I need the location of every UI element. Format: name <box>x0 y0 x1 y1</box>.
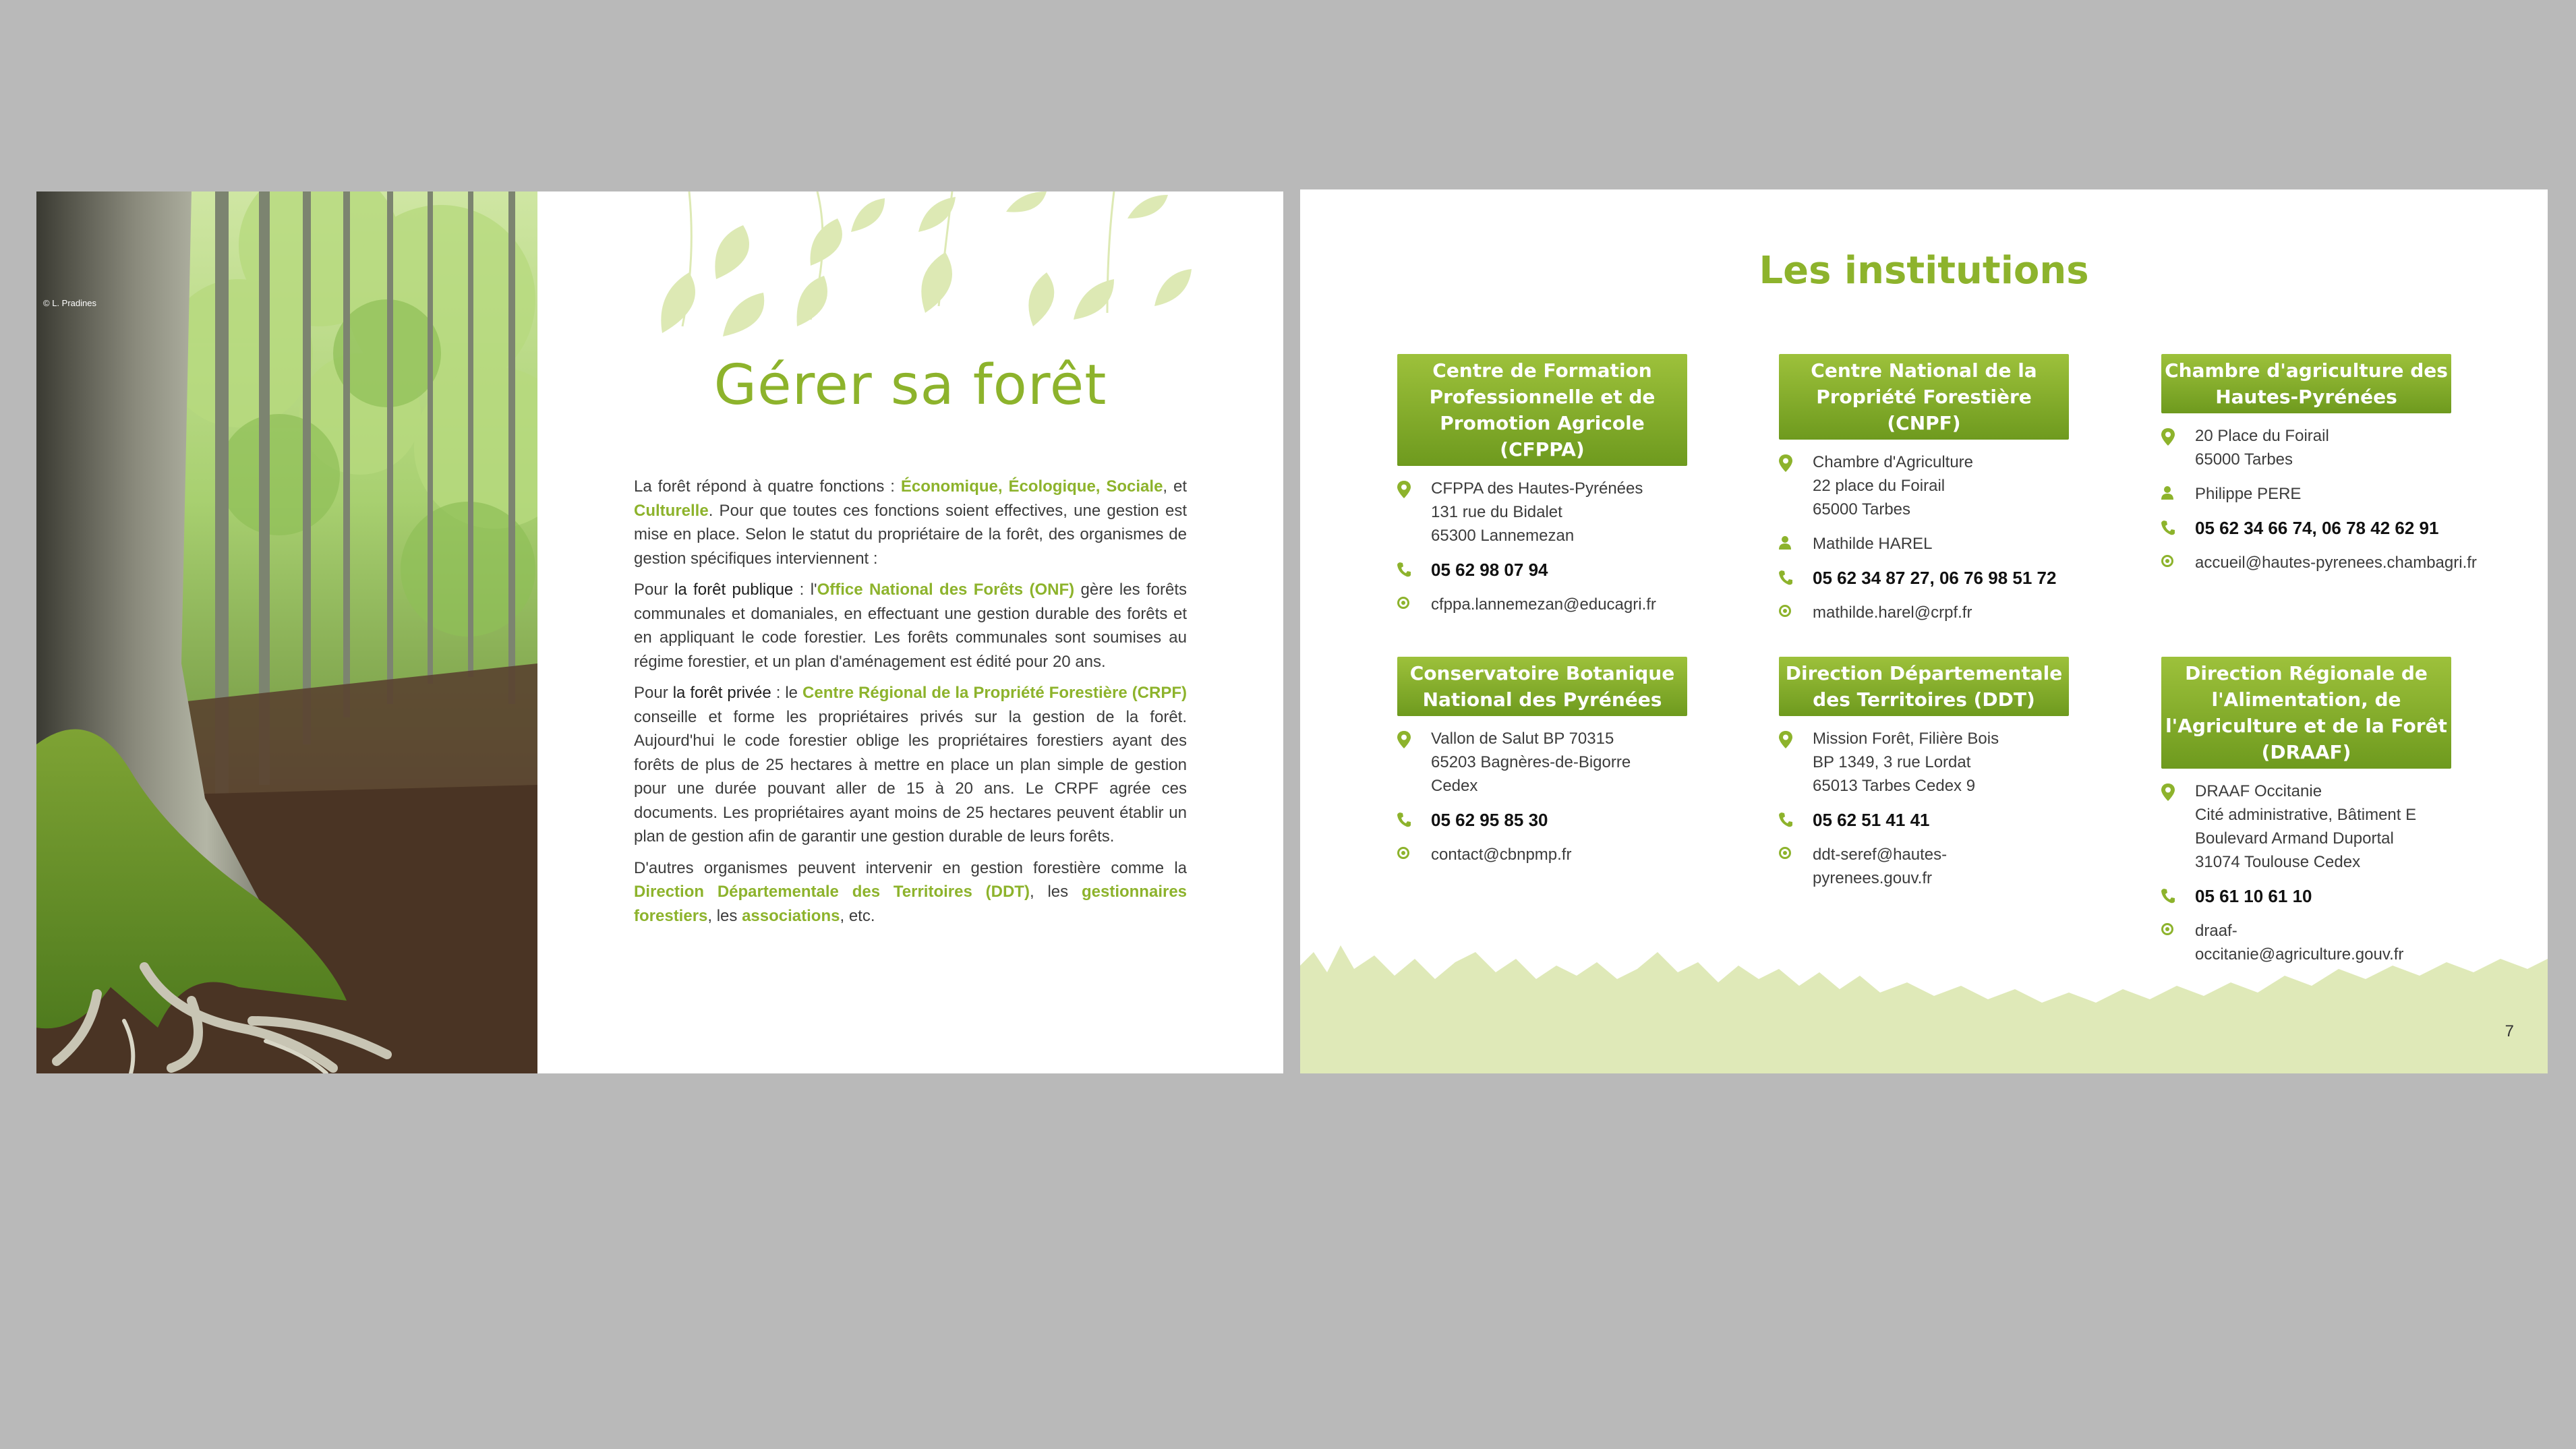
highlight: Office National des Forêts (ONF) <box>817 581 1075 599</box>
phone-number: 05 61 10 61 10 <box>2195 886 2312 906</box>
highlight: Direction Départementale des Territoires (DDT) <box>634 883 1030 901</box>
address: 20 Place du Foirail 65000 Tarbes <box>2195 427 2329 469</box>
page-title: Gérer sa forêt <box>713 353 1107 417</box>
email[interactable]: draaf- occitanie@agriculture.gouv.fr <box>2195 922 2404 964</box>
address: CFPPA des Hautes-Pyrénées 131 rue du Bidalet 65300 Lannemezan <box>1431 479 1643 545</box>
email[interactable]: mathilde.harel@crpf.fr <box>1813 603 1972 622</box>
body-text <box>634 475 1187 935</box>
highlight: gestionnaires forestiers <box>634 883 1188 925</box>
email[interactable]: ddt-seref@hautes- pyrenees.gouv.fr <box>1813 846 1948 887</box>
phone-icon <box>1779 812 1792 827</box>
text: . Pour que toutes ces fonctions soient effectives, une gestion est mise en place. Selon le statut du propriétaire de la forêt, des organismes de gestion spécifiques interviennent : <box>634 501 1187 568</box>
phone-icon <box>2161 521 2175 535</box>
phone-number: 05 62 34 66 74, 06 78 42 62 91 <box>2195 518 2439 538</box>
institution-card-cfppa <box>1397 354 1748 616</box>
at-icon <box>1397 597 1409 609</box>
phone-row <box>1397 558 1748 582</box>
text: , les <box>1029 883 1082 901</box>
contact-person: Philippe PERE <box>2195 485 2302 503</box>
text: Pour <box>634 684 673 702</box>
text: , <box>1095 477 1107 496</box>
map-pin-icon <box>1779 454 1792 472</box>
text: gère les forêts communales et domaniales, en effectuant une gestion durable des forêts et en appliquant le code forestier. Les forêts communales sont soumises au régime forestier, et un plan d'aménagement est édité pour 20 ans. <box>634 581 1187 671</box>
text: , les <box>707 906 742 925</box>
address: Chambre d'Agriculture 22 place du Foirail 65000 Tarbes <box>1813 453 1974 519</box>
institution-header: Direction Régionale de l'Alimentation, de l'Agriculture et de la Forêt (DRAAF) <box>2161 657 2451 769</box>
address-row <box>1397 727 1748 798</box>
person-icon <box>1779 536 1791 550</box>
address-row <box>1779 727 2130 798</box>
highlight: Écologique <box>1008 477 1096 496</box>
phone-icon <box>1779 570 1792 585</box>
at-icon <box>1397 847 1409 859</box>
email-row <box>1397 593 1748 616</box>
email-row <box>1397 843 1748 866</box>
person-row <box>2161 482 2512 506</box>
person-row <box>1779 532 2130 556</box>
at-icon <box>1779 605 1791 617</box>
map-pin-icon <box>2161 783 2175 801</box>
institution-card-ddt <box>1779 657 2130 890</box>
text: , etc. <box>840 906 875 925</box>
address-row <box>1397 477 1748 548</box>
institution-card-chambre-agriculture <box>2161 354 2512 574</box>
phone-row <box>1397 808 1748 832</box>
highlight: Centre Régional de la Propriété Forestière (CRPF) <box>802 684 1188 702</box>
institution-header: Direction Départementale des Territoires (DDT) <box>1779 657 2069 716</box>
institution-header: Centre National de la Propriété Forestière (CNPF) <box>1779 354 2069 440</box>
email[interactable]: accueil@hautes-pyrenees.chambagri.fr <box>2195 554 2477 572</box>
email-row <box>2161 919 2512 966</box>
at-icon <box>1779 847 1791 859</box>
at-icon <box>2161 923 2173 935</box>
phone-icon <box>2161 889 2175 904</box>
paragraph-functions <box>634 475 1187 570</box>
paragraph-private-forest <box>634 681 1187 849</box>
highlight: Sociale <box>1106 477 1163 496</box>
text: : l' <box>793 581 817 599</box>
email[interactable]: contact@cbnpmp.fr <box>1431 846 1572 864</box>
right-page <box>1300 189 2548 1073</box>
forest-photo <box>36 191 537 1073</box>
address: DRAAF Occitanie Cité administrative, Bâtiment E Boulevard Armand Duportal 31074 Toulouse Cedex <box>2195 782 2417 871</box>
phone-number: 05 62 51 41 41 <box>1813 810 1930 830</box>
map-pin-icon <box>1397 731 1411 748</box>
text: La forêt répond à quatre fonctions : <box>634 477 901 496</box>
emphasis: la forêt publique <box>674 581 794 599</box>
phone-icon <box>1397 812 1411 827</box>
page-number: 7 <box>2505 1022 2514 1040</box>
text: : le <box>771 684 803 702</box>
map-pin-icon <box>2161 428 2175 446</box>
address: Mission Forêt, Filière Bois BP 1349, 3 rue Lordat 65013 Tarbes Cedex 9 <box>1813 730 1999 795</box>
institution-card-draaf <box>2161 657 2512 966</box>
email[interactable]: cfppa.lannemezan@educagri.fr <box>1431 595 1656 614</box>
email-row <box>1779 843 2130 890</box>
email-row <box>1779 601 2130 624</box>
address-row <box>2161 424 2512 471</box>
highlight: Culturelle <box>634 501 709 520</box>
forest-photo-illustration <box>36 191 537 1073</box>
highlight: associations <box>742 906 840 925</box>
phone-row <box>2161 885 2512 908</box>
emphasis: la forêt privée <box>672 684 771 702</box>
text: conseille et forme les propriétaires privés sur la gestion de la forêt. Aujourd'hui le code forestier oblige les propriétaires forestiers ayant des forêts de plus de 25 hectares à mettre en place un plan simple de gestion pour une durée pouvant aller de 15 à 20 ans. Le CRPF agrée ces documents. Les propriétaires ayant moins de 25 hectares peuvent établir un plan de gestion afin de garantir une gestion durable de leurs forêts. <box>634 707 1187 846</box>
phone-row <box>1779 808 2130 832</box>
text: Pour <box>634 581 675 599</box>
contact-person: Mathilde HAREL <box>1813 535 1933 553</box>
paragraph-other-organisms <box>634 856 1187 928</box>
email-row <box>2161 551 2512 574</box>
text: , et <box>1163 477 1188 496</box>
institution-card-conservatoire <box>1397 657 1748 866</box>
highlight: Économique <box>900 477 998 496</box>
institutions-title: Les institutions <box>1759 249 2089 293</box>
left-page <box>36 191 1283 1073</box>
phone-number: 05 62 95 85 30 <box>1431 810 1548 830</box>
paragraph-public-forest <box>634 578 1187 674</box>
address-row <box>2161 779 2512 874</box>
institution-header: Conservatoire Botanique National des Pyrénées <box>1397 657 1687 716</box>
institution-card-cnpf <box>1779 354 2130 624</box>
map-pin-icon <box>1779 731 1792 748</box>
photo-credit: © L. Pradines <box>43 298 96 308</box>
map-pin-icon <box>1397 481 1411 498</box>
phone-row <box>2161 516 2512 540</box>
phone-icon <box>1397 562 1411 577</box>
institution-header: Centre de Formation Professionnelle et de Promotion Agricole (CFPPA) <box>1397 354 1687 466</box>
address: Vallon de Salut BP 70315 65203 Bagnères-de-Bigorre Cedex <box>1431 730 1631 795</box>
leaves-decoration <box>642 191 1215 347</box>
at-icon <box>2161 555 2173 567</box>
phone-number: 05 62 34 87 27, 06 76 98 51 72 <box>1813 568 2057 588</box>
institution-header: Chambre d'agriculture des Hautes-Pyrénées <box>2161 354 2451 413</box>
phone-row <box>1779 566 2130 590</box>
address-row <box>1779 450 2130 521</box>
person-icon <box>2161 486 2173 500</box>
text: , <box>997 477 1009 496</box>
text: D'autres organismes peuvent intervenir en gestion forestière comme la <box>634 858 1187 877</box>
phone-number: 05 62 98 07 94 <box>1431 560 1548 580</box>
